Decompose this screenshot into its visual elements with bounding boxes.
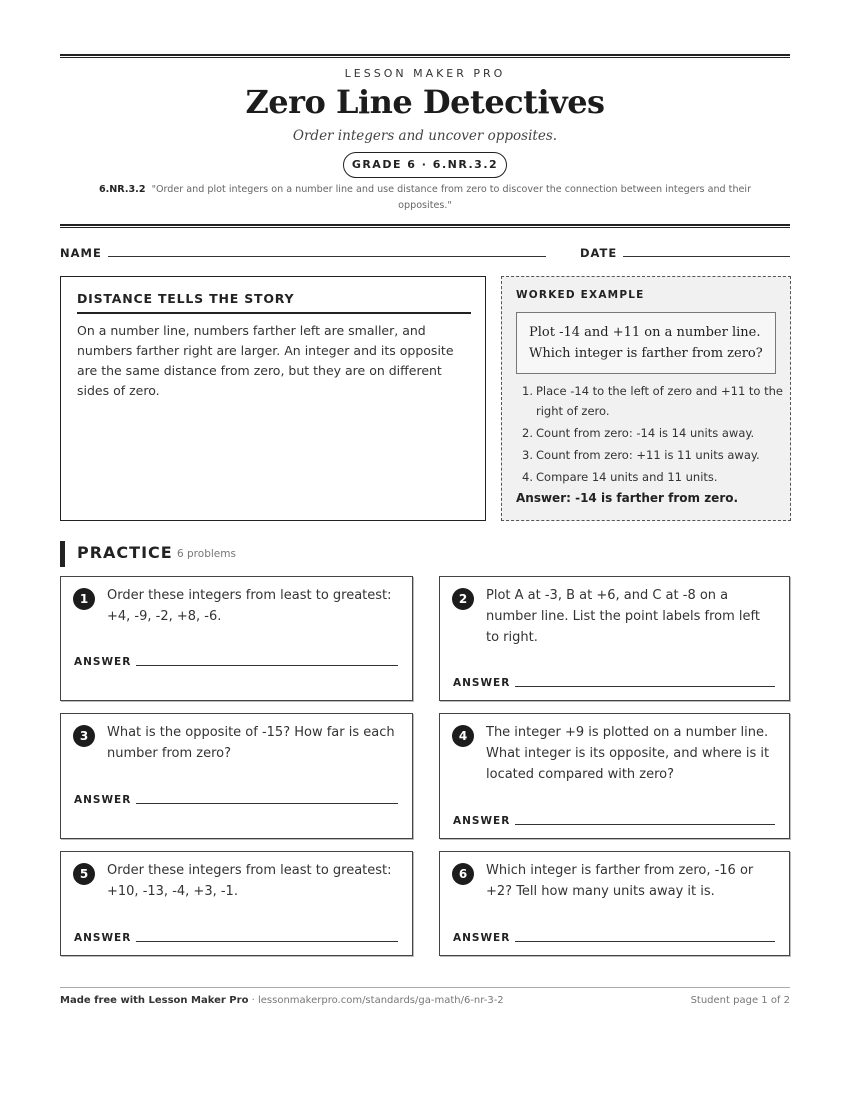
worked-step bbox=[522, 423, 784, 443]
footer-url[interactable]: · lessonmakerpro.com/standards/ga-math/6-nr-3-2 bbox=[248, 995, 504, 1006]
worked-example-problem: Plot -14 and +11 on a number line. Which integer is farther from zero? bbox=[516, 312, 776, 374]
concept-box bbox=[60, 276, 486, 521]
problem-number-badge: 4 bbox=[452, 725, 474, 747]
worked-example-steps bbox=[522, 381, 784, 489]
answer-label: ANSWER bbox=[74, 656, 132, 668]
answer-field[interactable] bbox=[515, 824, 775, 825]
answer-field[interactable] bbox=[136, 941, 398, 942]
problem-number-badge: 5 bbox=[73, 863, 95, 885]
step-text: Compare 14 units and 11 units. bbox=[536, 470, 718, 484]
problem-card-1 bbox=[60, 576, 413, 701]
problem-card-4 bbox=[439, 713, 790, 839]
worked-example-answer: Answer: -14 is farther from zero. bbox=[516, 491, 739, 505]
answer-label: ANSWER bbox=[74, 794, 132, 806]
worked-step bbox=[522, 467, 784, 487]
date-label: DATE bbox=[580, 246, 618, 260]
page-title: Zero Line Detectives bbox=[245, 83, 605, 121]
step-number: 2. bbox=[522, 426, 533, 440]
date-field[interactable] bbox=[623, 256, 790, 257]
step-text: Count from zero: -14 is 14 units away. bbox=[536, 426, 755, 440]
footer-credit bbox=[60, 995, 504, 1006]
header-bottom-rule bbox=[60, 224, 790, 228]
footer-rule bbox=[60, 987, 790, 988]
standard-code: 6.NR.3.2 bbox=[98, 184, 146, 195]
page-subtitle: Order integers and uncover opposites. bbox=[292, 128, 558, 144]
step-number: 4. bbox=[522, 470, 533, 484]
brand-name: LESSON MAKER PRO bbox=[344, 67, 506, 80]
footer-made-with: Made free with Lesson Maker Pro bbox=[60, 995, 249, 1006]
practice-title: PRACTICE bbox=[77, 543, 173, 562]
problem-text: The integer +9 is plotted on a number line. What integer is its opposite, and where is it located compared with zero? bbox=[486, 725, 770, 782]
name-label: NAME bbox=[60, 246, 102, 260]
answer-label: ANSWER bbox=[74, 932, 132, 944]
step-number: 3. bbox=[522, 448, 533, 462]
answer-label: ANSWER bbox=[453, 932, 511, 944]
concept-body: On a number line, numbers farther left are smaller, and numbers farther right are larger. An integer and its opposite are the same distance from zero, but they are on different sides of zero. bbox=[77, 323, 454, 398]
worked-step bbox=[522, 381, 784, 421]
problem-text: What is the opposite of -15? How far is each number from zero? bbox=[107, 725, 395, 761]
step-text: Place -14 to the left of zero and +11 to the right of zero. bbox=[536, 384, 783, 418]
step-text: Count from zero: +11 is 11 units away. bbox=[536, 448, 760, 462]
worked-step bbox=[522, 445, 784, 465]
worked-example-title: WORKED EXAMPLE bbox=[516, 289, 645, 301]
answer-label: ANSWER bbox=[453, 815, 511, 827]
answer-label: ANSWER bbox=[453, 677, 511, 689]
standard-text: "Order and plot integers on a number line and use distance from zero to discover the connection between integers and their opposites." bbox=[151, 184, 752, 211]
problem-card-2 bbox=[439, 576, 790, 701]
problem-text: Order these integers from least to greatest: +4, -9, -2, +8, -6. bbox=[107, 588, 392, 624]
grade-badge: GRADE 6 · 6.NR.3.2 bbox=[343, 152, 507, 178]
step-number: 1. bbox=[522, 384, 533, 398]
standard-description bbox=[80, 182, 770, 214]
problem-card-6 bbox=[439, 851, 790, 956]
problem-card-3 bbox=[60, 713, 413, 839]
footer-page-number: Student page 1 of 2 bbox=[690, 995, 790, 1006]
answer-field[interactable] bbox=[136, 665, 398, 666]
answer-field[interactable] bbox=[515, 941, 775, 942]
problem-card-5 bbox=[60, 851, 413, 956]
problem-text: Plot A at -3, B at +6, and C at -8 on a number line. List the point labels from left to right. bbox=[486, 588, 760, 645]
header-top-rule bbox=[60, 54, 790, 58]
problem-number-badge: 3 bbox=[73, 725, 95, 747]
answer-field[interactable] bbox=[136, 803, 398, 804]
problem-text: Order these integers from least to greatest: +10, -13, -4, +3, -1. bbox=[107, 863, 392, 899]
concept-title: DISTANCE TELLS THE STORY bbox=[77, 291, 471, 314]
practice-accent-bar bbox=[60, 541, 65, 567]
problem-number-badge: 1 bbox=[73, 588, 95, 610]
problem-text: Which integer is farther from zero, -16 or +2? Tell how many units away it is. bbox=[486, 863, 754, 899]
worked-example-box bbox=[501, 276, 791, 521]
problem-number-badge: 2 bbox=[452, 588, 474, 610]
practice-count: 6 problems bbox=[177, 548, 236, 560]
answer-field[interactable] bbox=[515, 686, 775, 687]
name-field[interactable] bbox=[108, 256, 546, 257]
problem-number-badge: 6 bbox=[452, 863, 474, 885]
